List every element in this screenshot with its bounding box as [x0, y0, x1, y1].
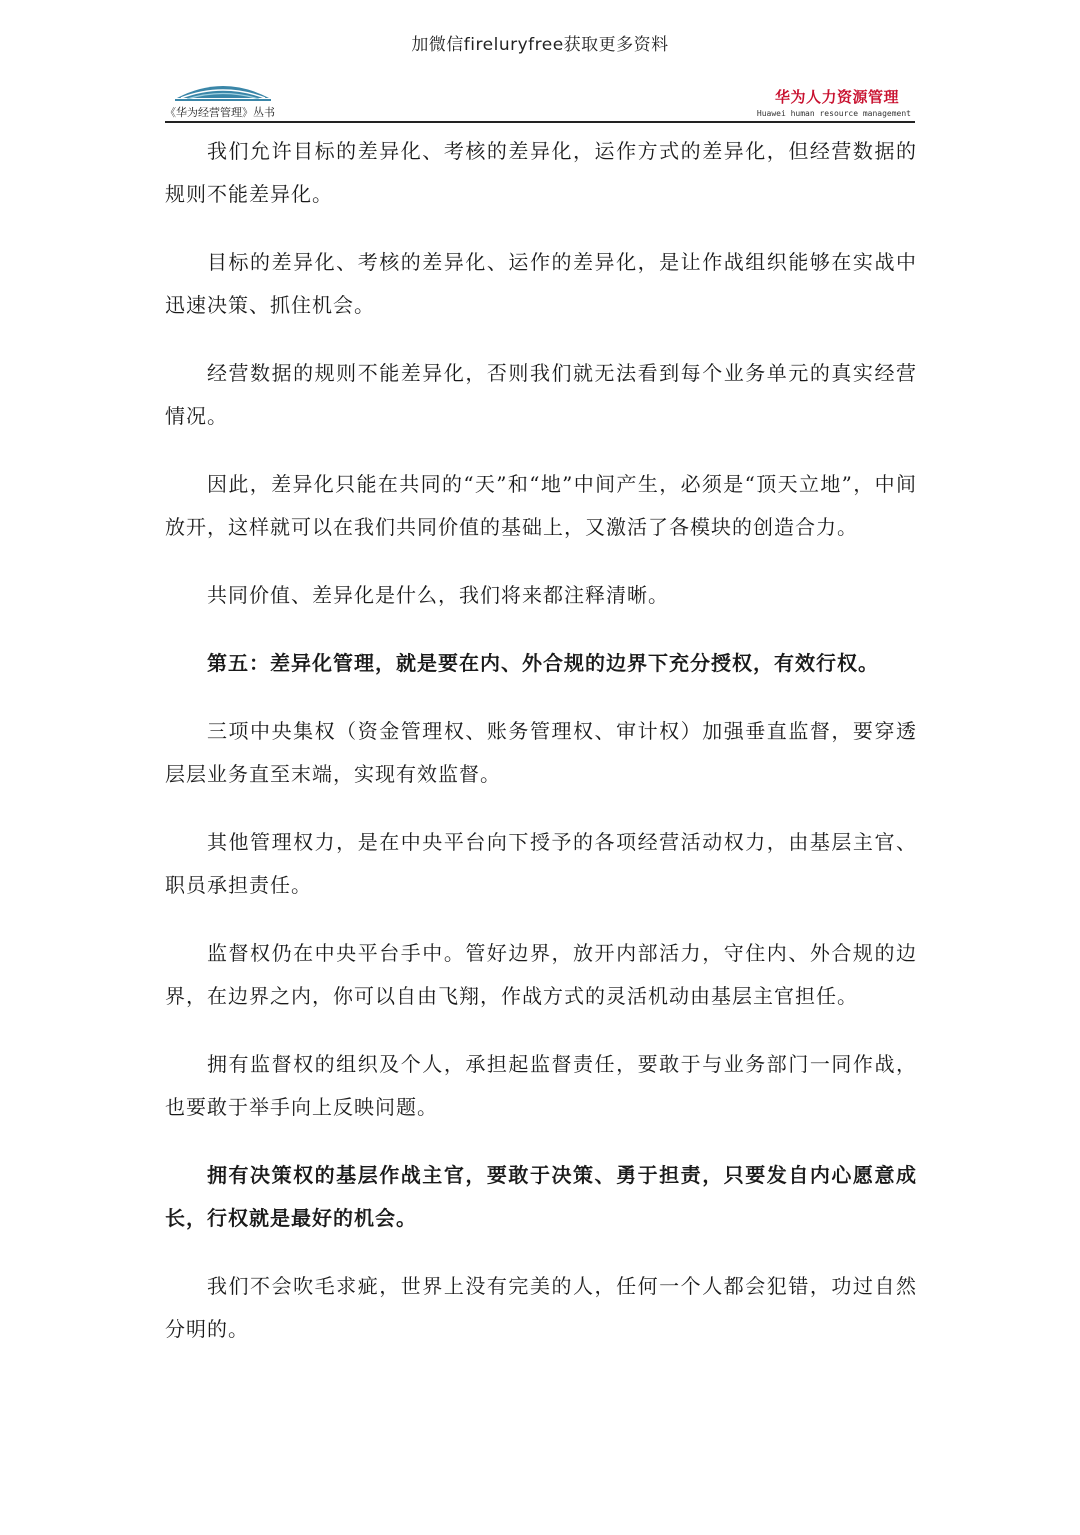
- document-body: [165, 130, 917, 1376]
- paragraph: 目标的差异化、考核的差异化、运作的差异化，是让作战组织能够在实战中迅速决策、抓住机会。: [165, 250, 917, 317]
- paragraph: 共同价值、差异化是什么，我们将来都注释清晰。: [207, 583, 669, 607]
- paragraph-bold: 拥有决策权的基层作战主官，要敢于决策、勇于担责，只要发自内心愿意成长，行权就是最好的机会。: [165, 1163, 917, 1230]
- paragraph: 我们允许目标的差异化、考核的差异化，运作方式的差异化，但经营数据的规则不能差异化。: [165, 139, 917, 206]
- page-header: [165, 78, 915, 124]
- paragraph: 我们不会吹毛求疵，世界上没有完美的人，任何一个人都会犯错，功过自然分明的。: [165, 1274, 917, 1341]
- paragraph: 其他管理权力，是在中央平台向下授予的各项经营活动权力，由基层主官、职员承担责任。: [165, 830, 917, 897]
- paragraph-bold: 第五：差异化管理，就是要在内、外合规的边界下充分授权，有效行权。: [207, 651, 879, 675]
- paragraph: 监督权仍在中央平台手中。管好边界，放开内部活力，守住内、外合规的边界，在边界之内，你可以自由飞翔，作战方式的灵活机动由基层主官担任。: [165, 941, 917, 1008]
- mountain-logo-icon: [175, 80, 271, 102]
- brand-title: 华为人力资源管理: [774, 88, 899, 106]
- header-rule: [165, 121, 915, 123]
- brand-english: Huawei human resource management: [756, 109, 911, 118]
- paragraph: 三项中央集权（资金管理权、账务管理权、审计权）加强垂直监督，要穿透层层业务直至末端，实现有效监督。: [165, 719, 917, 786]
- paragraph: 因此，差异化只能在共同的“天”和“地”中间产生，必须是“顶天立地”，中间放开，这样就可以在我们共同价值的基础上，又激活了各模块的创造合力。: [165, 472, 917, 539]
- paragraph: 拥有监督权的组织及个人，承担起监督责任，要敢于与业务部门一同作战，也要敢于举手向上反映问题。: [165, 1052, 917, 1119]
- paragraph: 经营数据的规则不能差异化，否则我们就无法看到每个业务单元的真实经营情况。: [165, 361, 917, 428]
- top-note: 加微信fireluryfree获取更多资料: [411, 35, 669, 55]
- series-title: 《华为经营管理》丛书: [165, 106, 275, 119]
